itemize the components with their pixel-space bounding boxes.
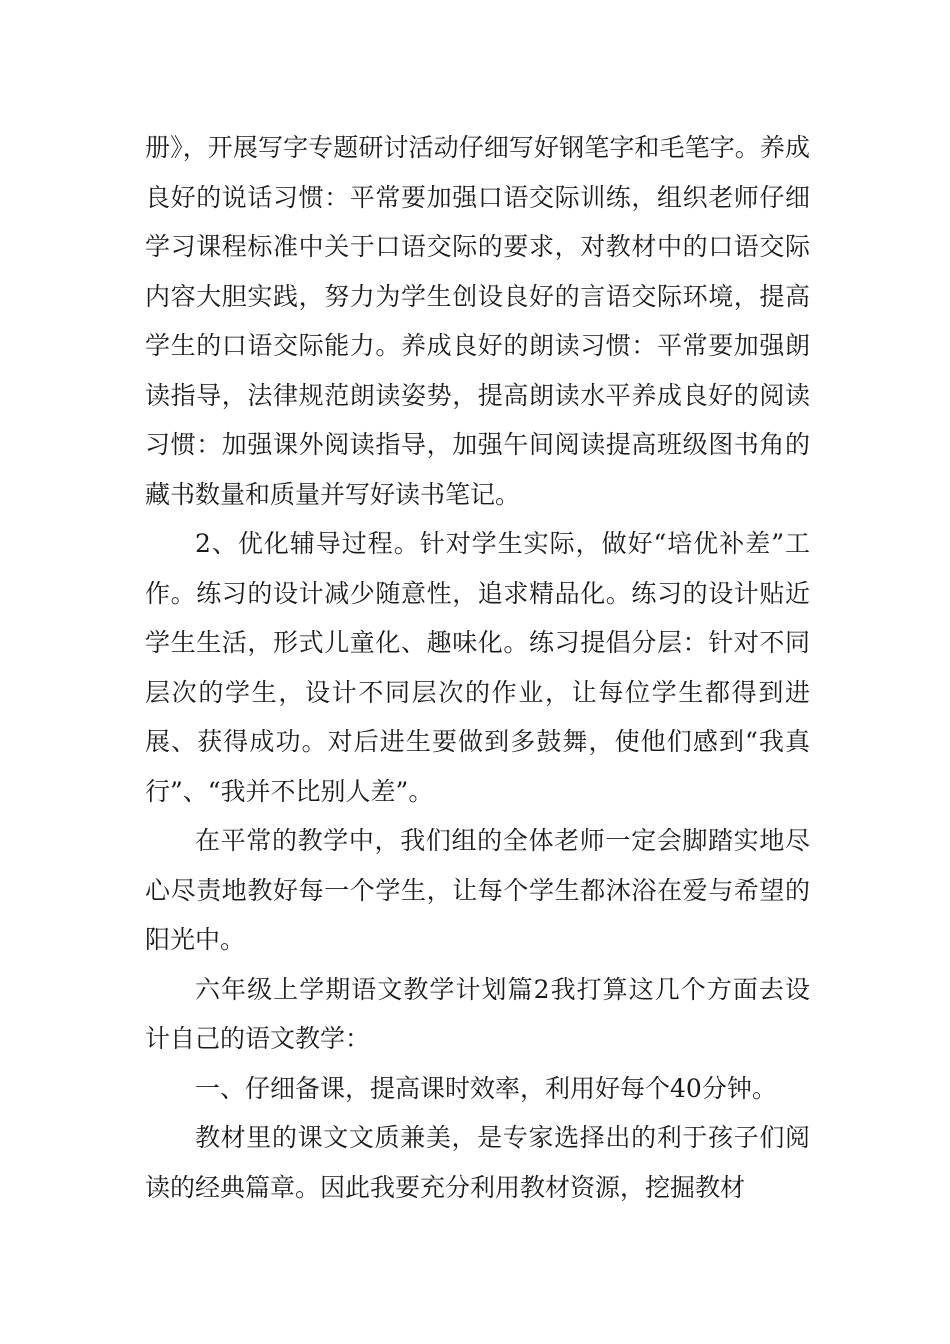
- paragraph-daily-teaching: 在平常的教学中，我们组的全体老师一定会脚踏实地尽心尽责地教好每一个学生，让每个学生都沐浴在爱与希望的阳光中。: [145, 826, 810, 954]
- paragraph-plan-heading: 六年级上学期语文教学计划篇2我打算这几个方面去设计自己的语文教学：: [145, 974, 810, 1053]
- paragraph-section-one: 一、仔细备课，提高课时效率，利用好每个40分钟。: [195, 1073, 777, 1103]
- paragraph-habits: 册》，开展写字专题研讨活动仔细写好钢笔字和毛笔字。养成良好的说话习惯：平常要加强口语交际训练，组织老师仔细学习课程标准中关于口语交际的要求，对教材中的口语交际内容大胆实践，努力为学生创设良好的言语交际环境，提高学生的口语交际能力。养成良好的朗读习惯：平常要加强朗读指导，法律规范朗读姿势，提高朗读水平养成良好的阅读习惯：加强课外阅读指导，加强午间阅读提高班级图书角的藏书数量和质量并写好读书笔记。: [145, 133, 810, 509]
- paragraph-textbook: 教材里的课文文质兼美，是专家选择出的利于孩子们阅读的经典篇章。因此我要充分利用教材资源，挖掘教材: [145, 1123, 810, 1202]
- paragraph-optimize-tutoring: 2、优化辅导过程。针对学生实际，做好“培优补差”工作。练习的设计减少随意性，追求精品化。练习的设计贴近学生生活，形式儿童化、趣味化。练习提倡分层：针对不同层次的学生，设计不同层次的作业，让每位学生都得到进展、获得成功。对后进生要做到多鼓舞，使他们感到“我真行”、“我并不比别人差”。: [145, 529, 810, 806]
- document-page: [145, 123, 810, 1212]
